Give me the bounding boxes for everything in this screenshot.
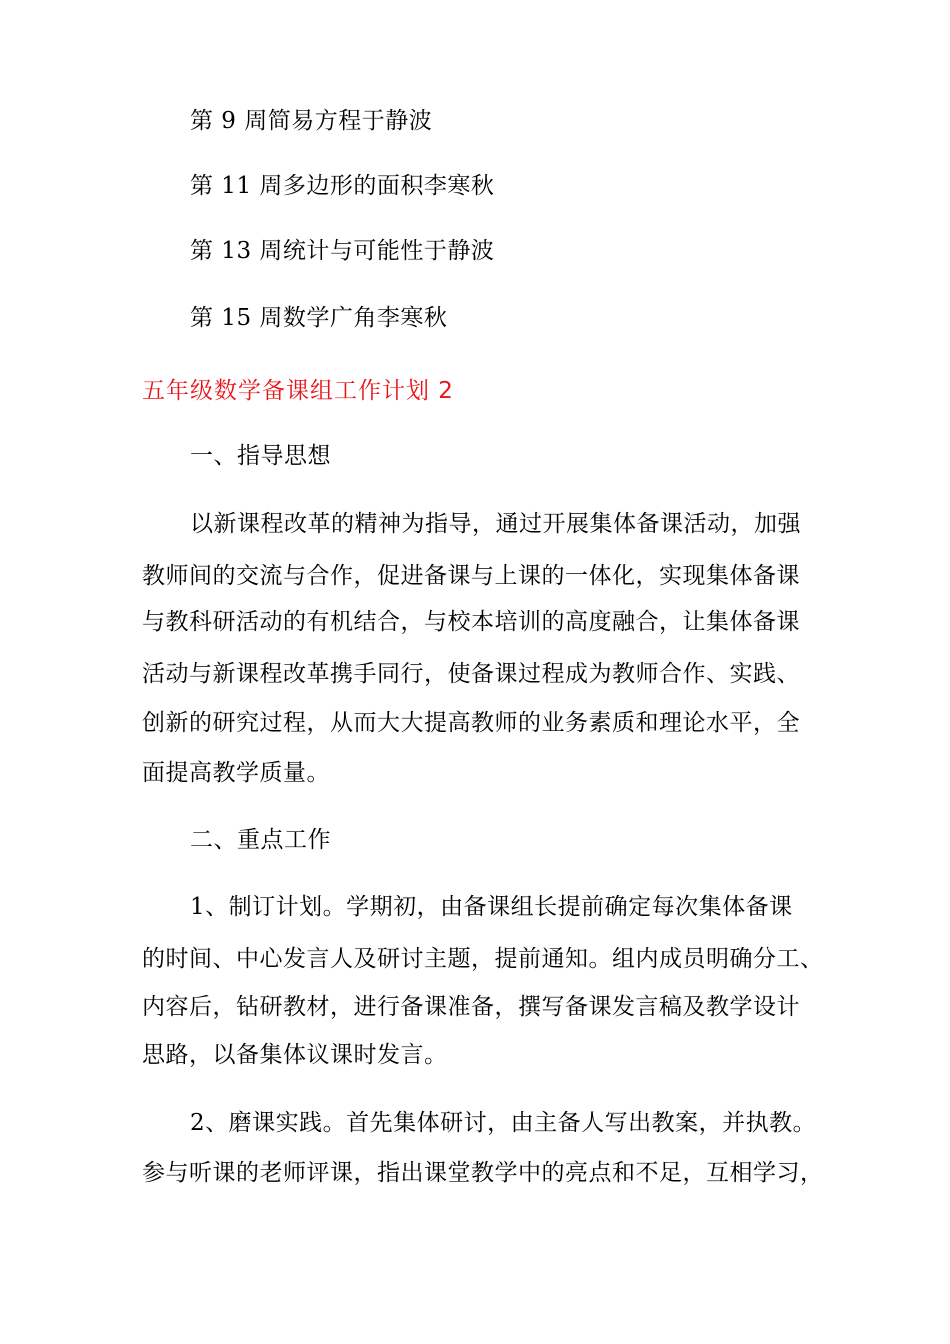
key-work-item1-line: 的时间、中心发言人及研讨主题，提前通知。组内成员明确分工、	[142, 946, 824, 972]
schedule-line-week-15: 第 15 周数学广角李寒秋	[190, 305, 448, 331]
section-title: 五年级数学备课组工作计划 2	[142, 378, 454, 404]
guiding-paragraph-line: 以新课程改革的精神为指导，通过开展集体备课活动，加强	[190, 511, 801, 537]
guiding-paragraph-line: 与教科研活动的有机结合，与校本培训的高度融合，让集体备课	[142, 609, 800, 635]
schedule-line-week-11: 第 11 周多边形的面积李寒秋	[190, 173, 495, 199]
key-work-item1-line: 1、制订计划。学期初，由备课组长提前确定每次集体备课	[190, 894, 793, 920]
key-work-item2-line: 参与听课的老师评课，指出课堂教学中的亮点和不足，互相学习，	[142, 1160, 824, 1186]
guiding-heading: 一、指导思想	[190, 443, 331, 469]
schedule-line-week-13: 第 13 周统计与可能性于静波	[190, 238, 495, 264]
guiding-paragraph-line: 创新的研究过程，从而大大提高教师的业务素质和理论水平，全	[142, 710, 800, 736]
key-work-item1-line: 内容后，钻研教材，进行备课准备，撰写备课发言稿及教学设计	[142, 994, 800, 1020]
key-work-item1-line: 思路，以备集体议课时发言。	[142, 1042, 448, 1068]
guiding-paragraph-line: 活动与新课程改革携手同行，使备课过程成为教师合作、实践、	[142, 661, 800, 687]
schedule-line-week-9: 第 9 周简易方程于静波	[190, 108, 433, 134]
key-work-item2-line: 2、磨课实践。首先集体研讨，由主备人写出教案，并执教。	[190, 1110, 817, 1136]
key-work-heading: 二、重点工作	[190, 827, 331, 853]
guiding-paragraph-line: 教师间的交流与合作，促进备课与上课的一体化，实现集体备课	[142, 563, 800, 589]
guiding-paragraph-line: 面提高教学质量。	[142, 760, 330, 786]
